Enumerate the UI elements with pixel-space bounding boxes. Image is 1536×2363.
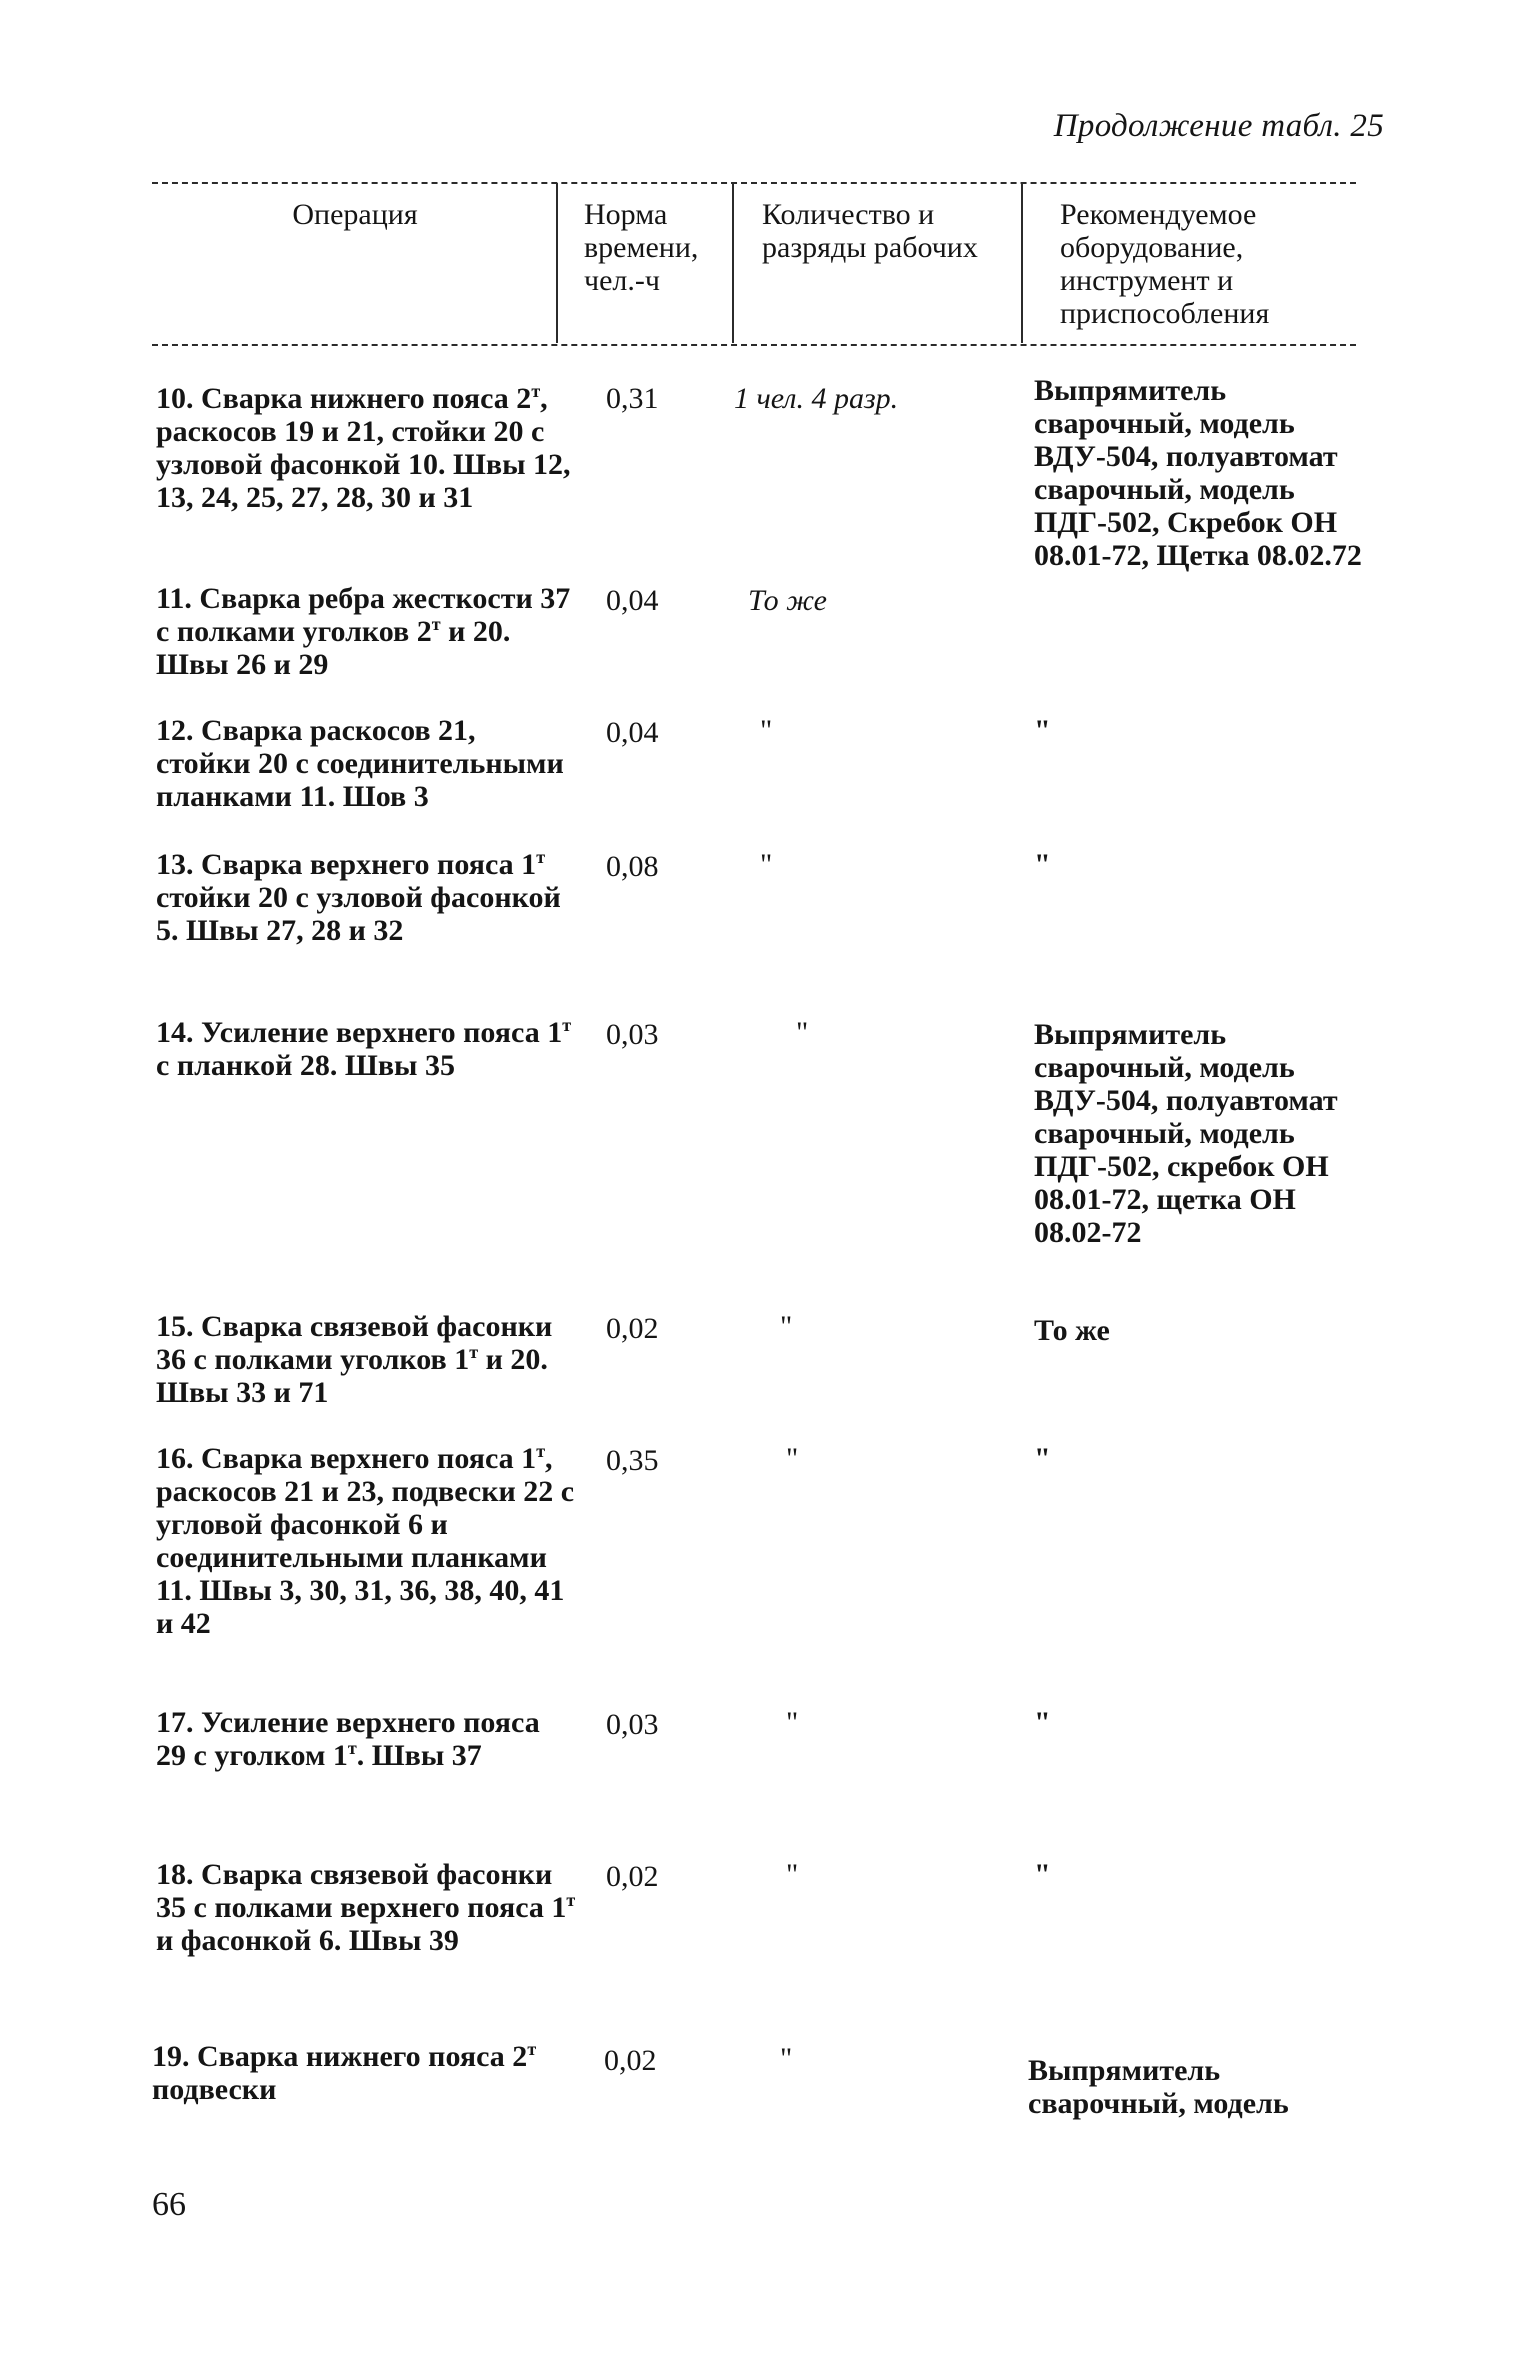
table-caption: Продолжение табл. 25 xyxy=(1053,108,1384,144)
page-number: 66 xyxy=(152,2186,186,2223)
table-row-16-norm: 0,35 xyxy=(606,1444,659,1477)
table-row-16-operation: 16. Сварка верхнего пояса $1^т$, раскосов 21 и 23, подвески 22 с угловой фасонкой 6 и соединительными планками 11. Швы 3, 30, 31, 36, 38, 40, 41 и 42 xyxy=(156,1441,575,1640)
table-row-15-operation: 15. Сварка связевой фасонки 36 с полками уголков $1^т$ и 20. Швы 33 и 71 xyxy=(156,1310,553,1409)
table-row-17-qty: " xyxy=(786,1706,799,1739)
table-row-15-norm: 0,02 xyxy=(606,1312,659,1345)
table-row-10-operation: 10. Сварка нижнего пояса $2^т$, раскосов 19 и 21, стойки 20 с узловой фасонкой 10. Швы 12, 13, 24, 25, 27, 28, 30 и 31 xyxy=(156,381,571,514)
table-row-19-qty: " xyxy=(780,2042,793,2075)
table-row-11-qty: То же xyxy=(748,584,827,617)
header-norm: Норма времени, чел.-ч xyxy=(584,198,699,297)
table-row-14-norm: 0,03 xyxy=(606,1018,659,1051)
header-divider-2 xyxy=(732,183,734,343)
table-row-13-norm: 0,08 xyxy=(606,850,659,883)
table-row-10-equipment: Выпрямитель сварочный, модель ВДУ-504, полуавтомат сварочный, модель ПДГ-502, Скребок ОН 08.01-72, Щетка 08.02.72 xyxy=(1034,374,1362,572)
table-row-11-norm: 0,04 xyxy=(606,584,659,617)
table-row-10-norm: 0,31 xyxy=(606,382,659,415)
table-row-13-equipment: " xyxy=(1034,848,1051,881)
table-row-11-operation: 11. Сварка ребра жесткости 37 с полками уголков $2^т$ и 20. Швы 26 и 29 xyxy=(156,582,571,681)
table-row-12-equipment: " xyxy=(1034,714,1051,747)
table-row-17-norm: 0,03 xyxy=(606,1708,659,1741)
table-row-19-operation: 19. Сварка нижнего пояса $2^т$ подвески xyxy=(152,2039,537,2106)
table-row-15-qty: " xyxy=(780,1310,793,1343)
table-row-12-norm: 0,04 xyxy=(606,716,659,749)
header-bottom-rule xyxy=(152,344,1356,346)
table-row-16-equipment: " xyxy=(1034,1442,1051,1475)
header-top-rule xyxy=(152,182,1356,184)
header-divider-1 xyxy=(556,183,558,343)
table-row-18-norm: 0,02 xyxy=(606,1860,659,1893)
table-row-15-equipment: То же xyxy=(1034,1314,1110,1347)
table-row-13-qty: " xyxy=(760,848,773,881)
table-row-14-qty: " xyxy=(796,1016,809,1049)
table-row-18-operation: 18. Сварка связевой фасонки 35 с полками верхнего пояса $1^т$ и фасонкой 6. Швы 39 xyxy=(156,1858,576,1957)
table-row-19-norm: 0,02 xyxy=(604,2044,657,2077)
header-qty: Количество и разряды рабочих xyxy=(762,198,978,264)
table-row-13-operation: 13. Сварка верхнего пояса $1^т$ стойки 20 с узловой фасонкой 5. Швы 27, 28 и 32 xyxy=(156,847,561,947)
header-divider-3 xyxy=(1021,183,1023,343)
table-row-10-qty: 1 чел. 4 разр. xyxy=(734,382,899,415)
table-row-18-qty: " xyxy=(786,1858,799,1891)
table-row-19-equipment: Выпрямитель сварочный, модель xyxy=(1028,2054,1289,2120)
table-row-17-equipment: " xyxy=(1034,1706,1051,1739)
header-operation: Операция xyxy=(292,198,418,231)
table-row-17-operation: 17. Усиление верхнего пояса 29 с уголком $1^т$. Швы 37 xyxy=(156,1706,540,1772)
table-row-14-operation: 14. Усиление верхнего пояса $1^т$ с планкой 28. Швы 35 xyxy=(156,1015,572,1082)
table-row-12-operation: 12. Сварка раскосов 21, стойки 20 с соединительными планками 11. Шов 3 xyxy=(156,714,564,813)
table-row-16-qty: " xyxy=(786,1442,799,1475)
table-row-14-equipment: Выпрямитель сварочный, модель ВДУ-504, полуавтомат сварочный, модель ПДГ-502, скребок ОН 08.01-72, щетка ОН 08.02-72 xyxy=(1034,1018,1338,1249)
table-row-18-equipment: " xyxy=(1034,1858,1051,1891)
header-equipment: Рекомендуемое оборудование, инструмент и приспособления xyxy=(1060,198,1270,330)
table-row-12-qty: " xyxy=(760,714,773,747)
